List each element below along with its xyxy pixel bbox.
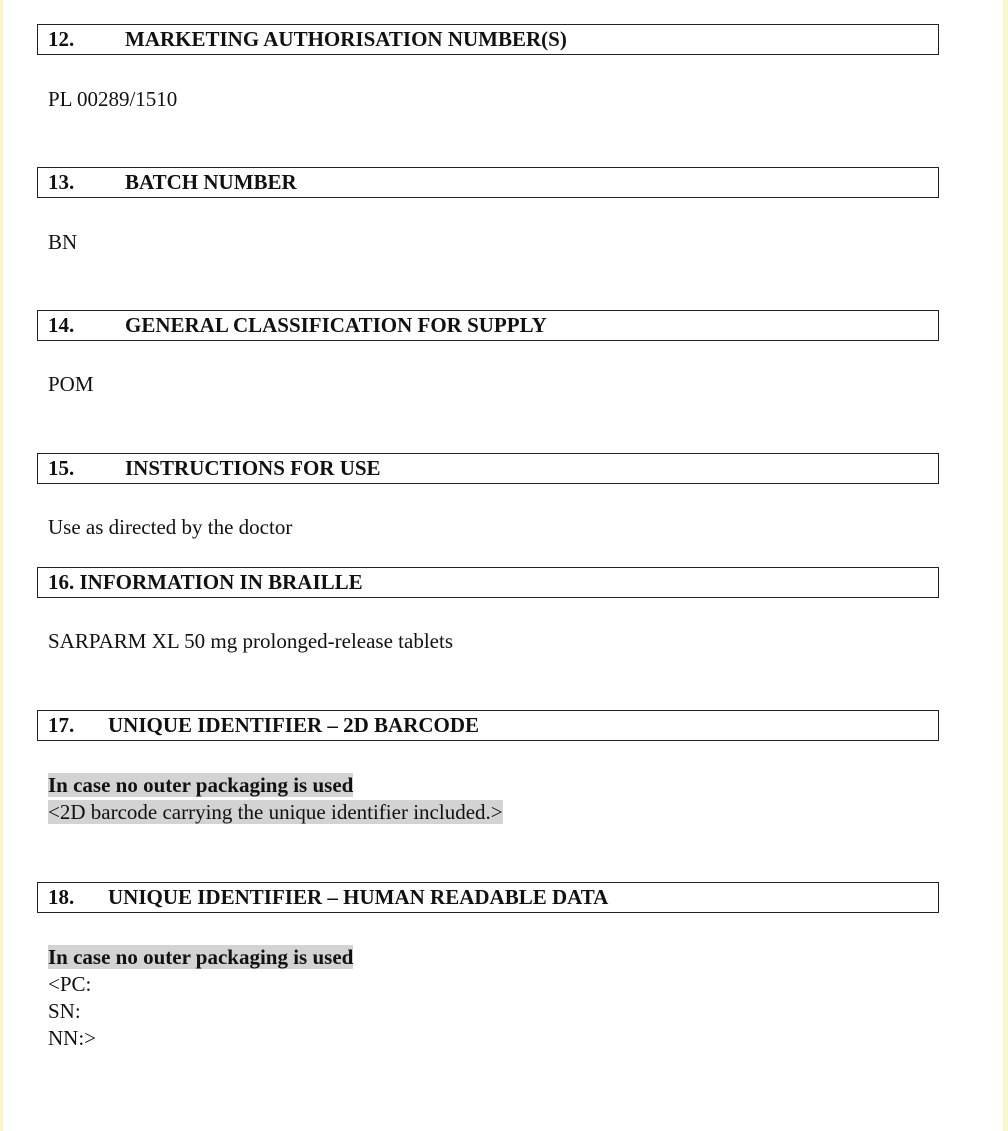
section-12-header xyxy=(37,24,939,55)
section-14-header xyxy=(37,310,939,341)
section-12-body: PL 00289/1510 xyxy=(48,87,178,111)
section-15-number: 15. xyxy=(48,456,75,480)
section-18-line-pc: <PC: xyxy=(48,972,92,996)
section-16-body: SARPARM XL 50 mg prolonged-release tablets xyxy=(48,629,453,653)
section-18-line-nn: NN:> xyxy=(48,1026,97,1050)
section-13-title: BATCH NUMBER xyxy=(125,170,297,194)
section-17-header xyxy=(37,710,939,741)
page-edge-left xyxy=(0,0,3,1131)
section-18-number: 18. xyxy=(48,885,75,909)
section-17-note: In case no outer packaging is used xyxy=(48,773,354,797)
section-14-number: 14. xyxy=(48,313,75,337)
section-16-heading: 16. INFORMATION IN BRAILLE xyxy=(48,570,363,594)
page-edge-right xyxy=(1003,0,1008,1131)
section-18-title: UNIQUE IDENTIFIER – HUMAN READABLE DATA xyxy=(108,885,609,909)
section-18-line-sn: SN: xyxy=(48,999,81,1023)
section-13-body: BN xyxy=(48,230,78,254)
section-18-header xyxy=(37,882,939,913)
section-13-header xyxy=(37,167,939,198)
section-15-header xyxy=(37,453,939,484)
section-17-content xyxy=(48,772,503,826)
section-16-header xyxy=(37,567,939,598)
section-15-title: INSTRUCTIONS FOR USE xyxy=(125,456,381,480)
section-18-note: In case no outer packaging is used xyxy=(48,945,354,969)
section-13-number: 13. xyxy=(48,170,75,194)
section-12-title: MARKETING AUTHORISATION NUMBER(S) xyxy=(125,27,567,51)
section-15-body: Use as directed by the doctor xyxy=(48,515,293,539)
section-17-number: 17. xyxy=(48,713,75,737)
section-12-number: 12. xyxy=(48,27,75,51)
section-17-body: <2D barcode carrying the unique identifier included.> xyxy=(48,800,503,824)
section-17-title: UNIQUE IDENTIFIER – 2D BARCODE xyxy=(108,713,480,737)
section-14-title: GENERAL CLASSIFICATION FOR SUPPLY xyxy=(125,313,547,337)
section-14-body: POM xyxy=(48,372,94,396)
section-18-content xyxy=(48,944,353,1052)
